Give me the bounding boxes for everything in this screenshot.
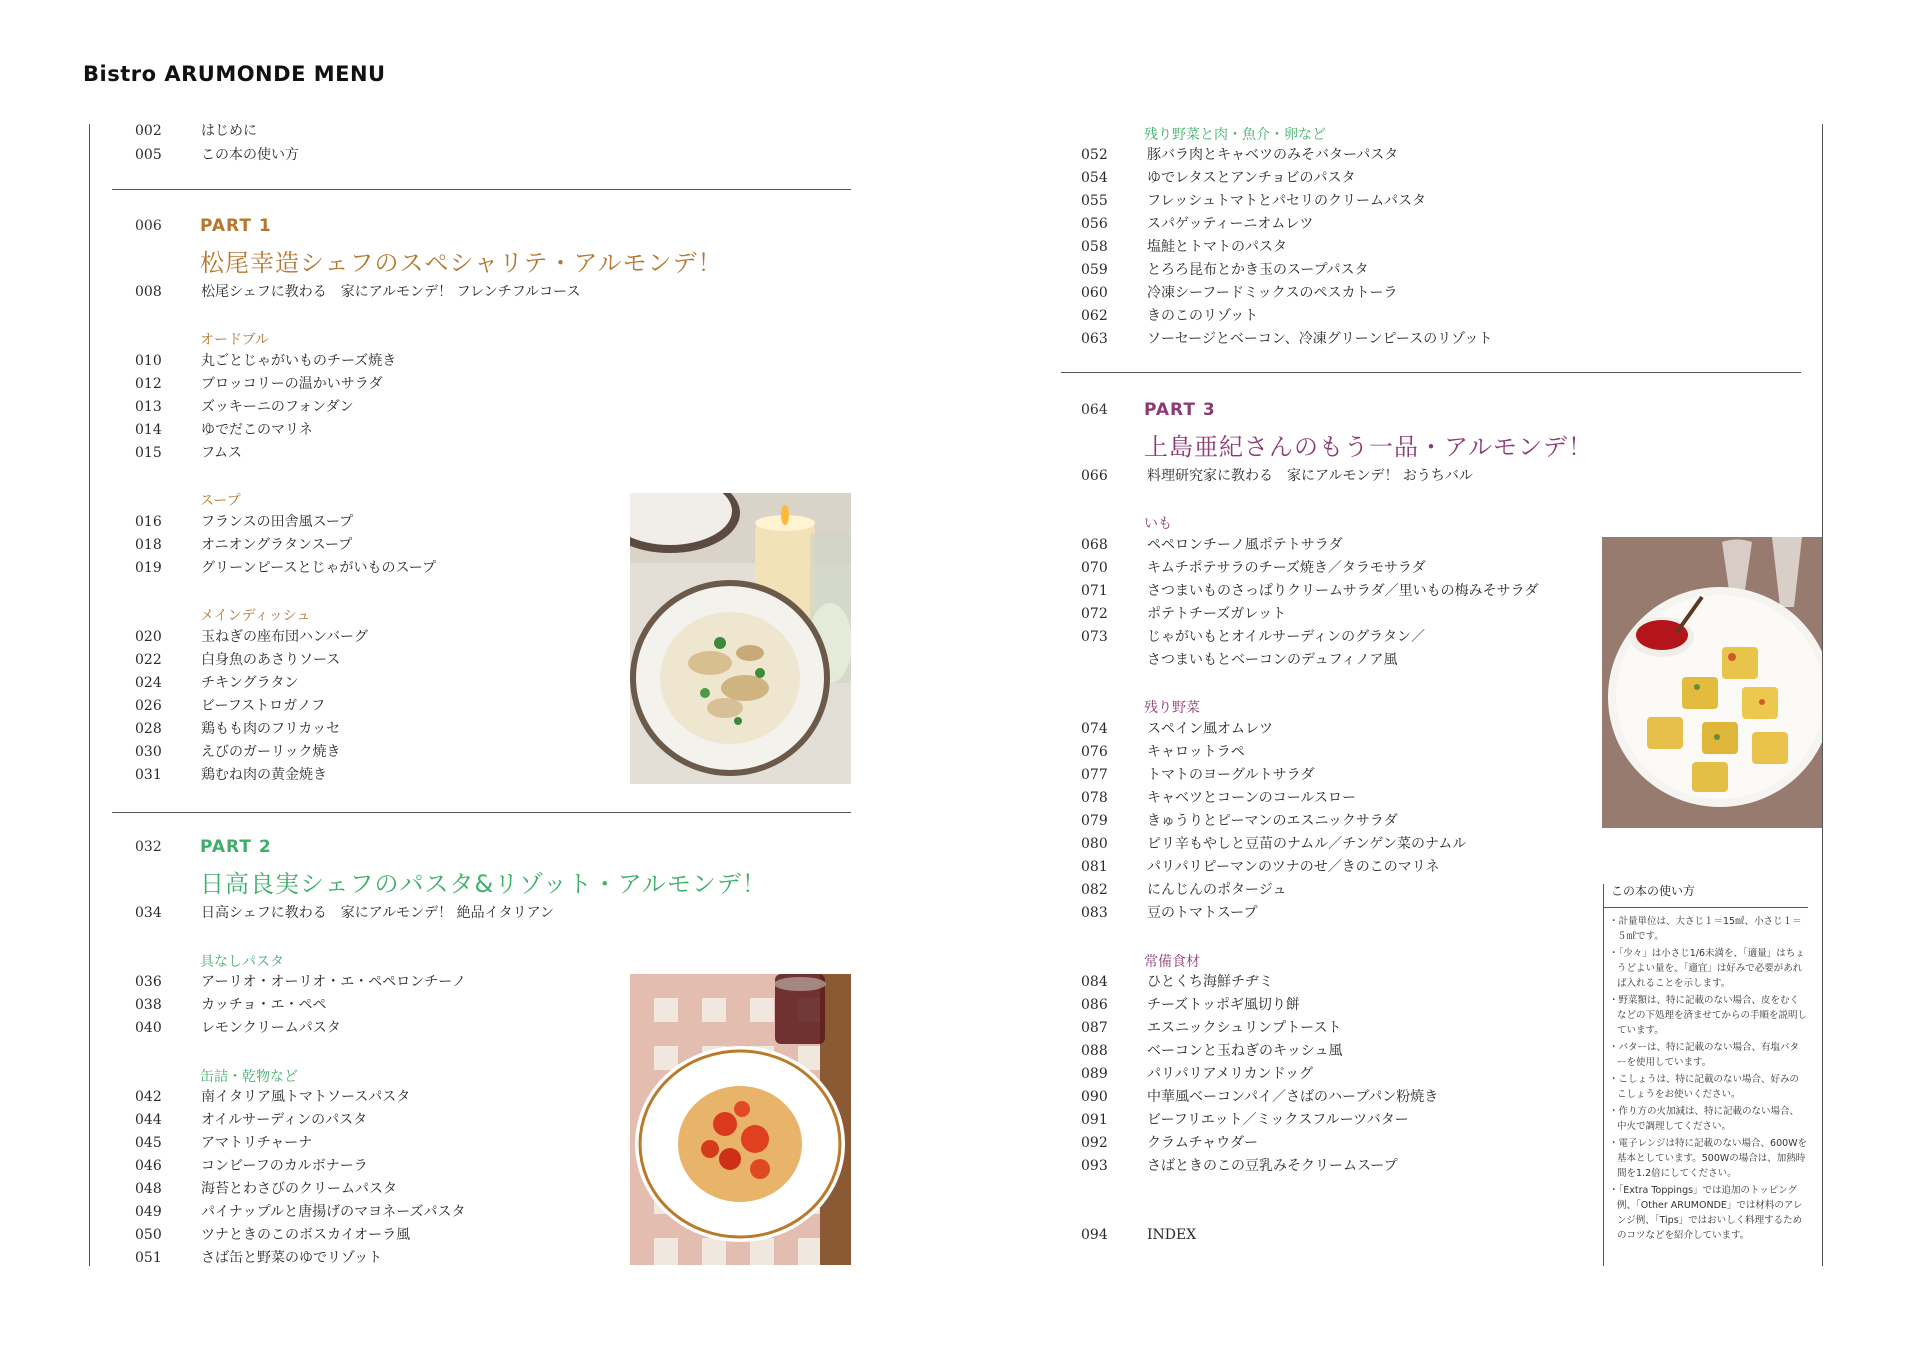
section-heading-pantry: 常備食材 <box>1144 954 1200 970</box>
part2-page-num: 032 <box>135 839 162 855</box>
chicken-cream-dish-photo <box>630 493 851 784</box>
section-heading-potato: いも <box>1144 516 1172 532</box>
spanish-omelette-photo <box>1602 537 1822 828</box>
note-item: ・計量単位は、大さじ１＝15㎖、小さじ１＝５㎖です。 <box>1609 916 1802 942</box>
tomato-pasta-photo <box>630 974 851 1265</box>
left-margin-rule <box>89 124 90 1266</box>
note-item: ・「少々」は小さじ1/6未満を、「適量」はちょうどよい量を、「適宜」は好みで必要があれば入れることを示します。 <box>1609 948 1805 989</box>
part1-title[interactable]: 松尾幸造シェフのスペシャリテ・アルモンデ！ <box>200 249 723 277</box>
how-to-use-notes <box>1603 876 1808 1245</box>
part3-title[interactable]: 上島亜紀さんのもう一品・アルモンデ！ <box>1144 433 1594 461</box>
part2-title[interactable]: 日高良実シェフのパスタ&リゾット・アルモンデ！ <box>200 870 767 898</box>
right-margin-rule <box>1822 124 1823 1266</box>
section-heading-leftover-veg: 残り野菜 <box>1144 700 1200 716</box>
note-item: ・野菜類は、特に記載のない場合、皮をむくなどの下処理を済ませてからの手順を説明しています。 <box>1609 995 1808 1036</box>
section-heading-leftover-veg-meat: 残り野菜と肉・魚介・卵など <box>1144 127 1326 143</box>
section-heading-plain-pasta: 具なしパスタ <box>200 954 284 970</box>
divider <box>112 812 851 813</box>
note-item: ・バターは、特に記載のない場合、有塩バターを使用しています。 <box>1609 1042 1800 1068</box>
part3-page-num: 064 <box>1081 402 1108 418</box>
note-item: ・こしょうは、特に記載のない場合、好みのこしょうをお使いください。 <box>1609 1074 1800 1100</box>
part1-page-num: 006 <box>135 218 162 234</box>
section-heading-main-dish: メインディッシュ <box>200 608 311 624</box>
note-item: ・作り方の火加減は、特に記載のない場合、中火で調理してください。 <box>1609 1106 1800 1132</box>
part2-label: PART 2 <box>200 837 272 857</box>
notes-rule <box>1603 884 1604 1266</box>
divider <box>1061 372 1801 373</box>
section-heading-canned-dried: 缶詰・乾物など <box>200 1069 298 1085</box>
book-title: Bistro ARUMONDE MENU <box>83 62 386 86</box>
notes-heading: この本の使い方 <box>1603 876 1808 908</box>
section-heading-hors-doeuvre: オードブル <box>200 332 270 348</box>
part1-label: PART 1 <box>200 216 272 236</box>
note-item: ・電子レンジは特に記載のない場合、600Wを基本としています。500Wの場合は、加熱時間を1.2倍にしてください。 <box>1609 1138 1808 1179</box>
section-heading-soup: スープ <box>200 493 241 509</box>
divider <box>112 189 851 190</box>
part3-label: PART 3 <box>1144 400 1216 420</box>
note-item: ・「Extra Toppings」では追加のトッピング例、「Other ARUMONDE」では材料のアレンジ例、「Tips」ではおいしく料理するためのコツなどを紹介しています。 <box>1609 1185 1803 1241</box>
